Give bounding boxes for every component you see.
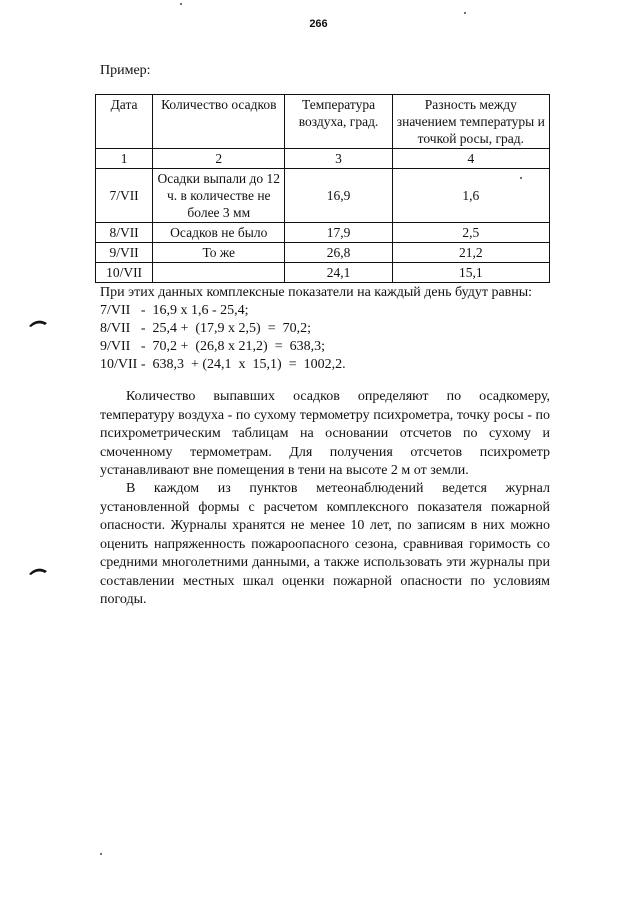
cell-temperature: 26,8 (285, 243, 392, 263)
paragraph: В каждом из пунктов метеонаблюдений ведется журнал установленной формы с расчетом комплексного показателя пожарной опасности. Журналы хранятся не менее 10 лет, по записям в них можно оценить напряженность пожароопасного сезона, сравнивая горимость со средними многолетними данными, а также использовать эти журналы при составлении местных шкал оценки пожарной опасности по условиям погоды. (100, 481, 550, 607)
cell-difference: 15,1 (392, 263, 549, 283)
scan-speck (520, 177, 522, 179)
calculation-line: 8/VII - 25,4 + (17,9 x 2,5) = 70,2; (100, 321, 311, 336)
paragraph: Количество выпавших осадков определяют по осадкомеру, температуру воздуха - по сухому термометру психрометра, точку росы - по психрометрическим таблицам на основании отсчетов по сухому и смоченному термометрам. Для получения отсчетов психрометр устанавливают вне помещения в тени на высоте 2 м от земли. (100, 389, 550, 478)
table-row (96, 243, 550, 263)
table-header-row (96, 95, 550, 149)
cell-temperature: 24,1 (285, 263, 392, 283)
cell-precipitation: То же (153, 243, 285, 263)
punch-hole-mark-icon (28, 565, 48, 577)
cell-date: 10/VII (96, 263, 153, 283)
cell-date: 8/VII (96, 223, 153, 243)
cell-precipitation: Осадков не было (153, 223, 285, 243)
calculation-line: 7/VII - 16,9 x 1,6 - 25,4; (100, 303, 249, 318)
cell-precipitation: Осадки выпали до 12 ч. в количестве не более 3 мм (153, 169, 285, 223)
column-number: 1 (96, 149, 153, 169)
header-date: Дата (96, 95, 153, 149)
calculation-line: 9/VII - 70,2 + (26,8 x 21,2) = 638,3; (100, 339, 325, 354)
column-number: 2 (153, 149, 285, 169)
scan-speck (180, 3, 182, 5)
header-precipitation: Количество осадков (153, 95, 285, 149)
table-row (96, 169, 550, 223)
scan-speck (464, 12, 466, 14)
cell-precipitation (153, 263, 285, 283)
page-number: 266 (309, 18, 328, 30)
cell-difference: 2,5 (392, 223, 549, 243)
cell-temperature: 17,9 (285, 223, 392, 243)
example-label: Пример: (100, 63, 151, 78)
cell-difference: 21,2 (392, 243, 549, 263)
table-column-number-row (96, 149, 550, 169)
cell-date: 9/VII (96, 243, 153, 263)
punch-hole-mark-icon (28, 317, 48, 329)
header-temperature: Температура воздуха, град. (285, 95, 392, 149)
table-row (96, 223, 550, 243)
calculation-intro: При этих данных комплексные показатели на каждый день будут равны: (100, 285, 533, 300)
scan-speck (100, 853, 102, 855)
cell-difference: 1,6 (392, 169, 549, 223)
column-number: 3 (285, 149, 392, 169)
column-number: 4 (392, 149, 549, 169)
calculation-line: 10/VII - 638,3 + (24,1 x 15,1) = 1002,2. (100, 357, 346, 372)
cell-date: 7/VII (96, 169, 153, 223)
header-difference: Разность между значением температуры и точкой росы, град. (392, 95, 549, 149)
table-row (96, 263, 550, 283)
cell-temperature: 16,9 (285, 169, 392, 223)
precipitation-table (95, 94, 550, 283)
